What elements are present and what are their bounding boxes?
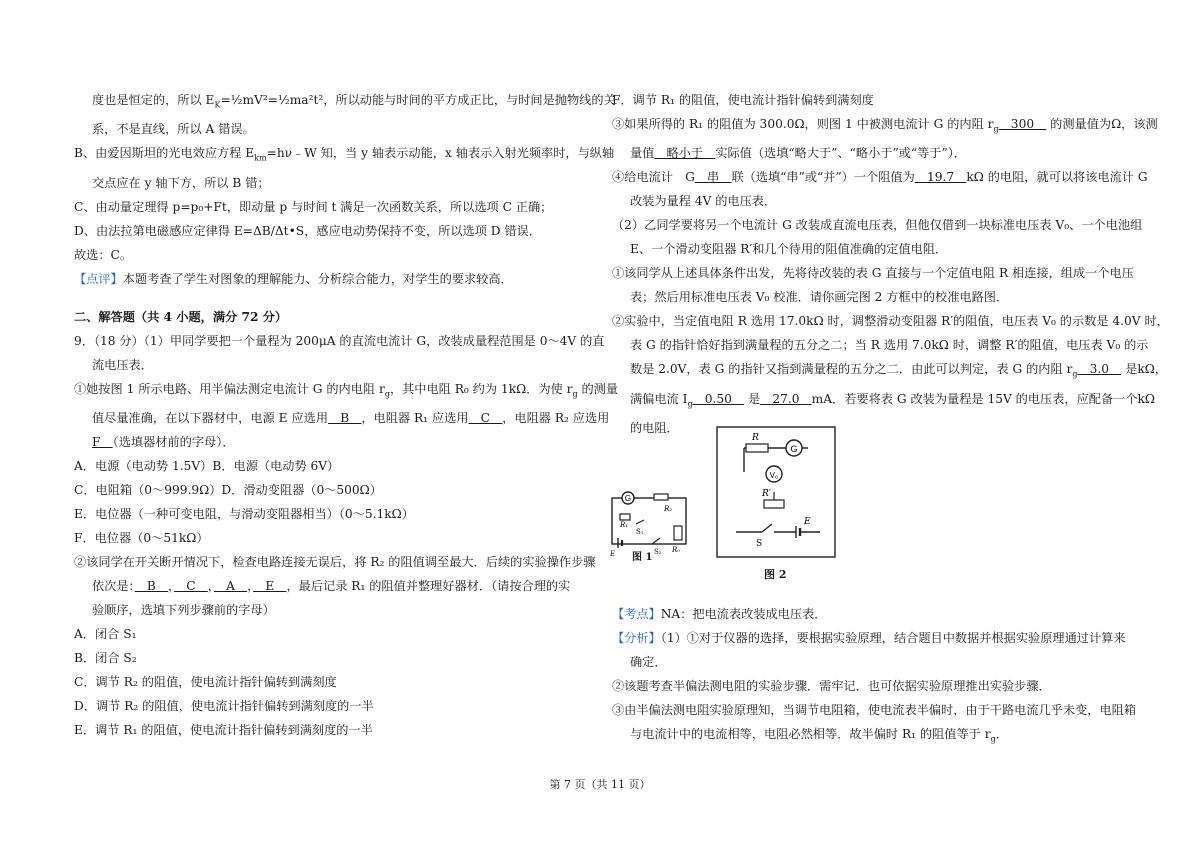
subscript: g	[384, 389, 390, 399]
text-segment: ②实验中，当定值电阻 R 选用 17.0kΩ 时，调整滑动变阻器 R′的阻值，电压表 V₀ 的示数是 4.0V 时，	[612, 314, 1169, 329]
text-segment: mA．若要将表 G 改装为量程是 15V 的电压表，应配备一个	[811, 391, 1138, 406]
figure-1-caption: 图 1	[632, 552, 653, 563]
text-segment: 验顺序，选填下列步骤前的字母）	[92, 603, 275, 618]
text-line	[612, 602, 1132, 626]
text-segment: B、由爱因斯坦的光电效应方程 E	[74, 146, 255, 161]
circuit-diagram-2	[716, 426, 836, 560]
text-segment: 实际值（选填“略大于”、“略小于”或“等于”）．	[715, 146, 966, 161]
text-segment: 依次是：	[92, 579, 135, 594]
text-segment: F．电位器（0～51kΩ）	[74, 531, 209, 546]
fig2-s-label: S	[756, 539, 763, 549]
answer-blank: C	[174, 579, 208, 594]
answer-blank: 串	[694, 170, 732, 185]
text-line	[74, 305, 594, 329]
text-segment: ③如果所得的 R₁ 的阻值为 300.0Ω，则图 1 中被测电流计 G 的内阻 r	[612, 117, 994, 131]
subscript: g	[993, 124, 999, 134]
text-segment: 交点应在 y 轴下方，所以 B 错；	[92, 175, 270, 190]
text-segment: E．电位器（一种可变电阻，与滑动变阻器相当）（0～5.1kΩ）	[74, 507, 414, 522]
text-line	[74, 219, 594, 243]
text-segment: E．调节 R₁ 的阻值，使电流计指针偏转到满刻度的一半	[74, 723, 373, 738]
text-line	[74, 550, 594, 574]
text-line	[612, 650, 1132, 674]
text-segment: 度也是恒定的，所以 E	[92, 93, 215, 107]
text-line	[74, 88, 616, 117]
text-segment: （1）①对于仪器的选择，要根据实验原理，结合题目中数据并根据实验原理通过计算来	[660, 631, 1126, 645]
answer-blank: B	[134, 579, 168, 594]
text-line	[612, 333, 1149, 357]
left-column	[74, 88, 619, 742]
answer-blank: 300	[998, 117, 1047, 131]
text-segment: Ω，该测	[1111, 117, 1158, 131]
fig1-g-label: G	[624, 494, 632, 503]
text-line	[612, 285, 1132, 309]
text-line	[74, 502, 594, 526]
text-segment: ①该同学从上述具体条件出发，先将待改装的表 G 直接与一个定值电阻 R 相连接，组成一个电压	[612, 266, 1134, 281]
text-segment: ，电阻器 R₂ 应选用	[502, 411, 610, 426]
text-line	[74, 117, 594, 141]
subscript: g	[990, 734, 996, 744]
text-segment: ，	[168, 579, 175, 594]
subscript: km	[254, 153, 267, 163]
text-segment: 值尽量准确，在以下器材中，电源 E 应选用	[92, 411, 329, 426]
fig1-r2-label: R₂	[664, 505, 673, 513]
text-line	[74, 646, 594, 670]
text-line	[612, 416, 1132, 440]
text-line	[612, 261, 1132, 285]
text-line	[612, 698, 1137, 722]
answer-blank: 0.50	[692, 391, 745, 406]
text-segment: ，最后记录 R₁ 的阻值并整理好器材．（请按合理的实	[286, 579, 571, 594]
fig1-r1-label: R₁	[620, 521, 629, 529]
text-line	[74, 329, 605, 353]
text-line	[74, 353, 594, 377]
text-line	[74, 430, 594, 454]
page-footer: 第 7 页（共 11 页）	[549, 778, 651, 791]
text-line	[612, 237, 1132, 261]
text-segment: 9．（18 分）（1）甲同学要把一个量程为 200μA 的直流电流计 G，改装成量程范围是 0～4V 的直	[74, 333, 605, 348]
text-segment: kΩ，	[1137, 362, 1167, 377]
text-line	[74, 694, 594, 718]
figure-1	[606, 486, 690, 566]
answer-blank: B	[328, 411, 362, 426]
text-line	[74, 377, 619, 406]
text-segment: A．闭合 S₁	[74, 627, 137, 642]
answer-blank: 略小于	[654, 146, 716, 161]
text-segment: kΩ	[1137, 391, 1156, 406]
text-segment: 量值	[630, 146, 655, 161]
text-segment: 表 G 的指针恰好指到满量程的五分之二；当 R 选用 7.0kΩ 时，调整 R′的阻值，电压表 V₀ 的示	[630, 338, 1149, 353]
answer-blank: 19.7	[914, 170, 967, 185]
text-segment: ④给电流计 G	[612, 170, 695, 185]
text-segment: 是	[744, 391, 761, 406]
text-line	[74, 574, 594, 598]
subscript: g	[572, 389, 578, 399]
text-segment: 满偏电流 I	[630, 391, 688, 406]
text-line	[612, 112, 1158, 141]
text-line	[612, 141, 1132, 165]
text-segment: 改装为量程 4V 的电压表．	[630, 194, 777, 209]
text-line	[612, 674, 1132, 698]
fig1-s1-label: S₁	[636, 528, 644, 536]
text-segment: 确定．	[630, 655, 667, 669]
section-tag: 【考点】	[612, 607, 661, 621]
text-line	[74, 598, 594, 622]
right-column	[612, 88, 1169, 440]
text-segment: C．调节 R₂ 的阻值，使电流计指针偏转到满刻度	[74, 675, 337, 690]
text-segment: 系，不是直线，所以 A 错误。	[92, 122, 255, 137]
text-line	[74, 267, 594, 291]
subscript: g	[1072, 369, 1078, 379]
text-line	[612, 722, 1132, 751]
answer-blank: 27.0	[760, 391, 812, 406]
text-line	[612, 189, 1132, 213]
text-segment: （2）乙同学要将另一个电流计 G 改装成直流电压表，但他仅借到一块标准电压表 V₀、一个电池组	[612, 218, 1143, 233]
text-segment: =½mV²=½ma²t²，所以动能与时间的平方成正比，与时间是抛物线的关	[220, 93, 616, 107]
text-segment: C．电阻箱（0～999.9Ω）D．滑动变阻器（0～500Ω）	[74, 483, 382, 498]
text-segment: ②该题考查半偏法测电阻的实验步骤．需牢记．也可依据实验原理推出实验步骤．	[612, 679, 1051, 693]
text-line	[74, 243, 594, 267]
figure-2-caption: 图 2	[764, 568, 787, 581]
text-segment: =hν﹣W 知，当 y 轴表示动能，x 轴表示入射光频率时，与纵轴	[266, 146, 615, 161]
text-segment: 流电压表．	[92, 357, 153, 372]
text-line	[612, 165, 1148, 189]
text-segment: 的测量值为	[1046, 117, 1112, 131]
fig1-r0-label: R₀	[672, 546, 681, 554]
text-line	[74, 670, 594, 694]
text-segment: ．	[995, 727, 1008, 741]
text-segment: D、由法拉第电磁感应定律得 E=ΔB/Δt•S，感应电动势保持不变，所以选项 D 错误．	[74, 223, 541, 238]
text-line	[74, 141, 615, 170]
text-line	[612, 357, 1167, 386]
text-segment: 二、解答题（共 4 小题，满分 72 分）	[74, 309, 288, 324]
text-segment: ，	[247, 579, 254, 594]
text-segment: A．电源（电动势 1.5V）B．电源（电动势 6V）	[74, 459, 340, 474]
text-segment: 的测量	[577, 381, 619, 396]
text-segment: ，其中电阻 R₀ 约为 1kΩ．为使 r	[389, 381, 573, 396]
section-tag: 【点评】	[74, 271, 123, 286]
fig2-v0-label: V₀	[769, 471, 779, 480]
text-line	[74, 622, 594, 646]
answer-blank: 3.0	[1077, 362, 1122, 377]
text-line	[612, 626, 1132, 650]
text-segment: ，	[207, 579, 214, 594]
text-segment: F．调节 R₁ 的阻值，使电流计指针偏转到满刻度	[612, 93, 874, 107]
fig2-rprime-label: R′	[762, 489, 771, 499]
fig2-r-label: R	[752, 433, 759, 443]
text-segment: （选填器材前的字母）．	[112, 435, 235, 450]
text-segment: ，电阻器 R₁ 应选用	[361, 411, 469, 426]
text-line	[612, 387, 1156, 416]
answer-blank: F	[92, 435, 113, 450]
figure-2	[716, 426, 836, 581]
text-line	[74, 526, 594, 550]
answer-blank: C	[468, 411, 503, 426]
answer-blank: E	[253, 579, 287, 594]
fig1-s2-label: S₂	[654, 548, 662, 556]
text-segment: 本题考查了学生对图象的理解能力、分析综合能力，对学生的要求较高．	[122, 271, 513, 286]
text-line	[74, 478, 594, 502]
text-line	[612, 213, 1143, 237]
text-segment: E、一个滑动变阻器 R′和几个待用的阻值准确的定值电阻．	[630, 242, 948, 257]
text-line	[74, 195, 594, 219]
text-segment: 的电阻．	[630, 421, 679, 436]
text-segment: 故选：C。	[74, 247, 133, 262]
text-segment: kΩ 的电阻，就可以将该电流计 G	[966, 170, 1148, 185]
text-segment: NA：把电流表改装成电压表．	[660, 607, 827, 621]
text-segment: 与电流计中的电流相等，电阻必然相等．故半偏时 R₁ 的阻值等于 r	[630, 727, 991, 741]
fig2-e-label: E	[804, 517, 811, 527]
text-line	[612, 88, 1132, 112]
text-segment: ①她按图 1 所示电路、用半偏法测定电流计 G 的内电阻 r	[74, 381, 385, 396]
text-segment: B．闭合 S₂	[74, 651, 137, 666]
text-line	[74, 454, 594, 478]
text-segment: ③由半偏法测电阻实验原理知，当调节电阻箱，使电流表半偏时，由于干路电流几乎未变，电阻箱	[612, 703, 1137, 717]
fig2-g-label: G	[790, 444, 798, 454]
text-segment: C、由动量定理得 p=p₀+Ft，即动量 p 与时间 t 满足一次函数关系，所以选项 C 正确；	[74, 199, 553, 214]
fig1-e-label: E	[610, 550, 616, 558]
section-tag: 【分析】	[612, 631, 661, 645]
subscript: g	[687, 399, 693, 409]
text-line	[74, 406, 610, 430]
analysis-section	[612, 602, 1137, 751]
text-segment: 数是 2.0V，表 G 的指针又指到满量程的五分之二．由此可以判定，表 G 的内阻 r	[630, 362, 1073, 377]
text-segment: D．调节 R₂ 的阻值，使电流计指针偏转到满刻度的一半	[74, 699, 374, 714]
text-segment: ②该同学在开关断开情况下，检查电路连接无误后，将 R₂ 的阻值调至最大．后续的实验操作步骤	[74, 555, 596, 570]
subscript: K	[214, 100, 221, 110]
answer-blank: A	[213, 579, 248, 594]
text-segment: 联（选填“串”或“并”）一个阻值为	[731, 170, 915, 185]
text-line	[612, 309, 1169, 333]
text-segment: 是	[1121, 362, 1138, 377]
text-segment: 表；然后用标准电压表 V₀ 校准．请你画完图 2 方框中的校准电路图．	[630, 290, 1009, 305]
text-line	[74, 171, 594, 195]
text-line	[74, 718, 594, 742]
